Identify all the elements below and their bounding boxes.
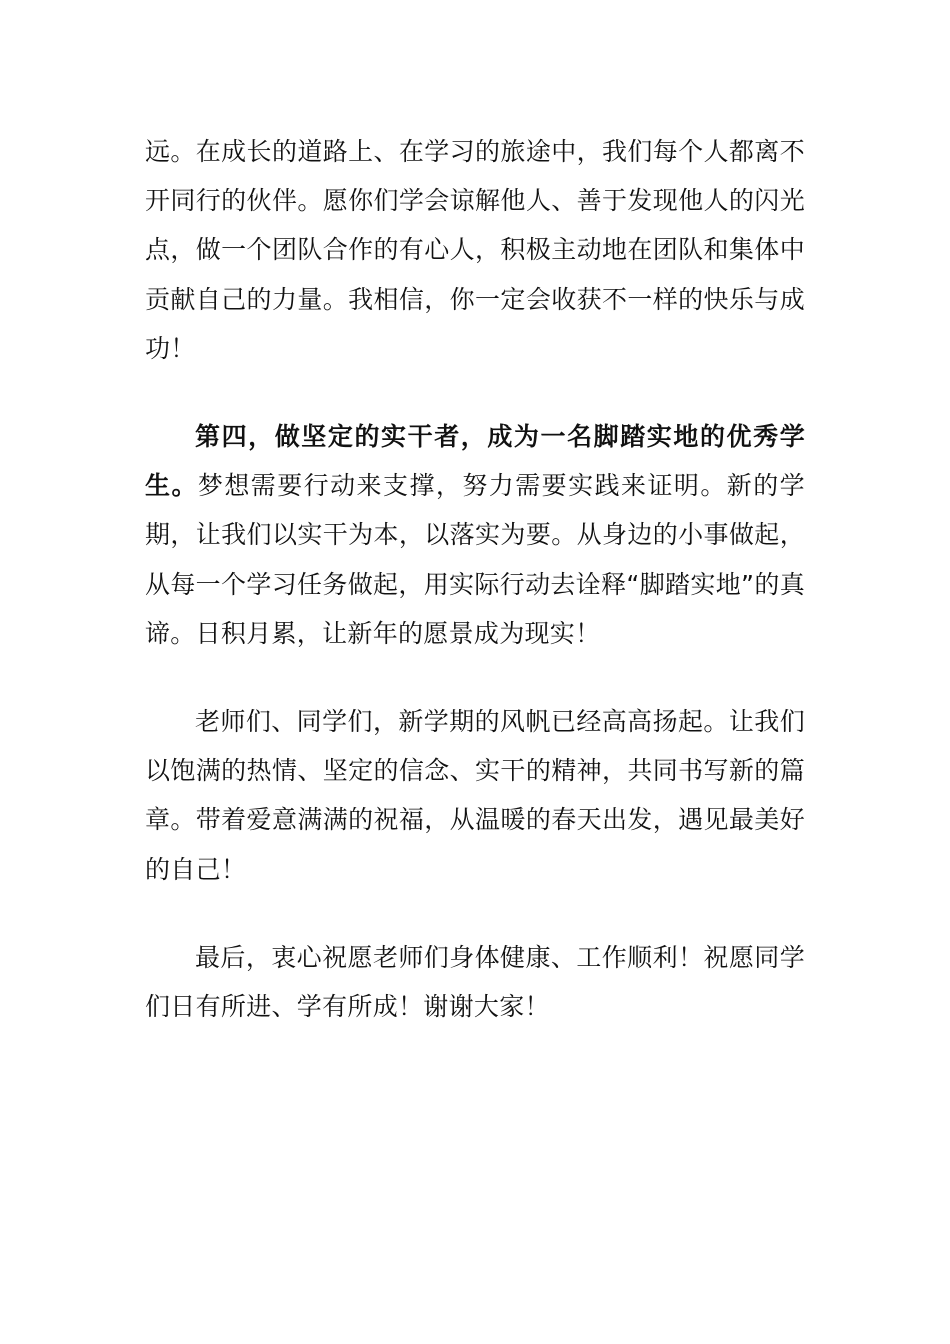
paragraph-bold-heading: 第四，做坚定的实干者，成为一名脚踏实地的优秀学生。: [145, 422, 805, 501]
paragraph-text: 老师们、同学们，新学期的风帆已经高高扬起。让我们以饱满的热情、坚定的信念、实干的精神，共同书写新的篇章。带着爱意满满的祝福，从温暖的春天出发，遇见最美好的自己！: [145, 707, 805, 884]
paragraph-text: 梦想需要行动来支撑，努力需要实践来证明。新的学期，让我们以实干为本，以落实为要。从身边的小事做起，从每一个学习任务做起，用实际行动去诠释“脚踏实地”的真谛。日积月累，让新年的愿景成为现实！: [145, 471, 805, 648]
paragraph-final-wishes: [145, 933, 805, 1031]
paragraph-point-four: [145, 412, 805, 658]
paragraph-continuation: [145, 127, 805, 373]
paragraph-text: 最后，衷心祝愿老师们身体健康、工作顺利！祝愿同学们日有所进、学有所成！谢谢大家！: [145, 942, 805, 1022]
paragraph-closing-call: [145, 697, 805, 894]
document-body: [145, 127, 805, 1031]
paragraph-text: 远。在成长的道路上、在学习的旅途中，我们每个人都离不开同行的伙伴。愿你们学会谅解他人、善于发现他人的闪光点，做一个团队合作的有心人，积极主动地在团队和集体中贡献自己的力量。我相信，你一定会收获不一样的快乐与成功！: [145, 137, 805, 363]
